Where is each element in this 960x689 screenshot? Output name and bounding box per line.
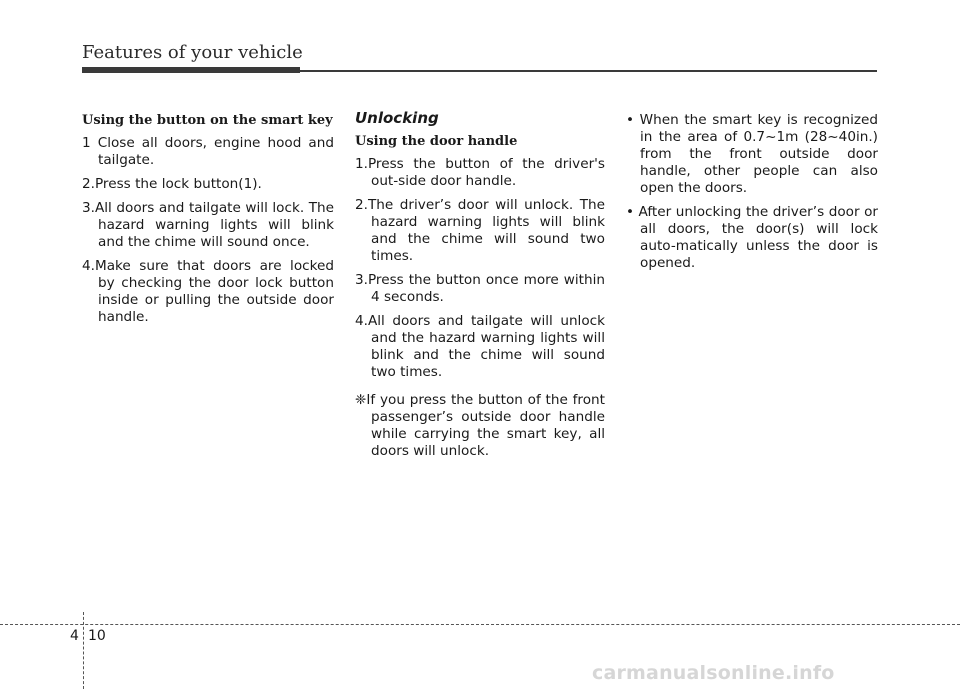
chapter-number: 4	[70, 628, 79, 644]
step-item: 4.Make sure that doors are locked by checking the door lock button inside or pulling the outside door handle.	[82, 258, 334, 325]
bullet-item: • After unlocking the driver’s door or all doors, the door(s) will lock auto-matically unless the door is opened.	[626, 204, 878, 271]
subheading-door-handle: Using the door handle	[355, 134, 518, 149]
step-item: 1 Close all doors, engine hood and tailgate.	[82, 135, 334, 168]
step-item: 2.Press the lock button(1).	[82, 176, 262, 192]
watermark: carmanualsonline.info	[592, 662, 835, 684]
step-item: 3.All doors and tailgate will lock. The hazard warning lights will blink and the chime will sound once.	[82, 200, 334, 250]
column-left	[82, 112, 334, 333]
step-item: 3.Press the button once more within 4 seconds.	[355, 272, 605, 305]
header-accent-bar	[82, 67, 300, 73]
footer-dotted-divider	[83, 612, 84, 689]
page-number: 10	[88, 628, 106, 644]
column-right	[626, 112, 878, 279]
subheading-smart-key: Using the button on the smart key	[82, 113, 333, 128]
header-rule	[300, 70, 877, 72]
step-item: 4.All doors and tailgate will unlock and the hazard warning lights will blink and the chime will sound two times.	[355, 313, 605, 380]
column-middle	[355, 109, 605, 460]
page-header-title: Features of your vehicle	[82, 42, 303, 63]
step-item: 2.The driver’s door will unlock. The hazard warning lights will blink and the chime will sound two times.	[355, 197, 605, 264]
note-passenger-handle: ❈If you press the button of the front passenger’s outside door handle while carrying the smart key, all doors will unlock.	[355, 392, 605, 459]
step-item: 1.Press the button of the driver's out-side door handle.	[355, 156, 605, 189]
footer-dotted-rule	[0, 624, 960, 625]
section-title-unlocking: Unlocking	[355, 109, 439, 127]
bullet-item: • When the smart key is recognized in the area of 0.7~1m (28~40in.) from the front outside door handle, other people can also open the doors.	[626, 112, 878, 196]
